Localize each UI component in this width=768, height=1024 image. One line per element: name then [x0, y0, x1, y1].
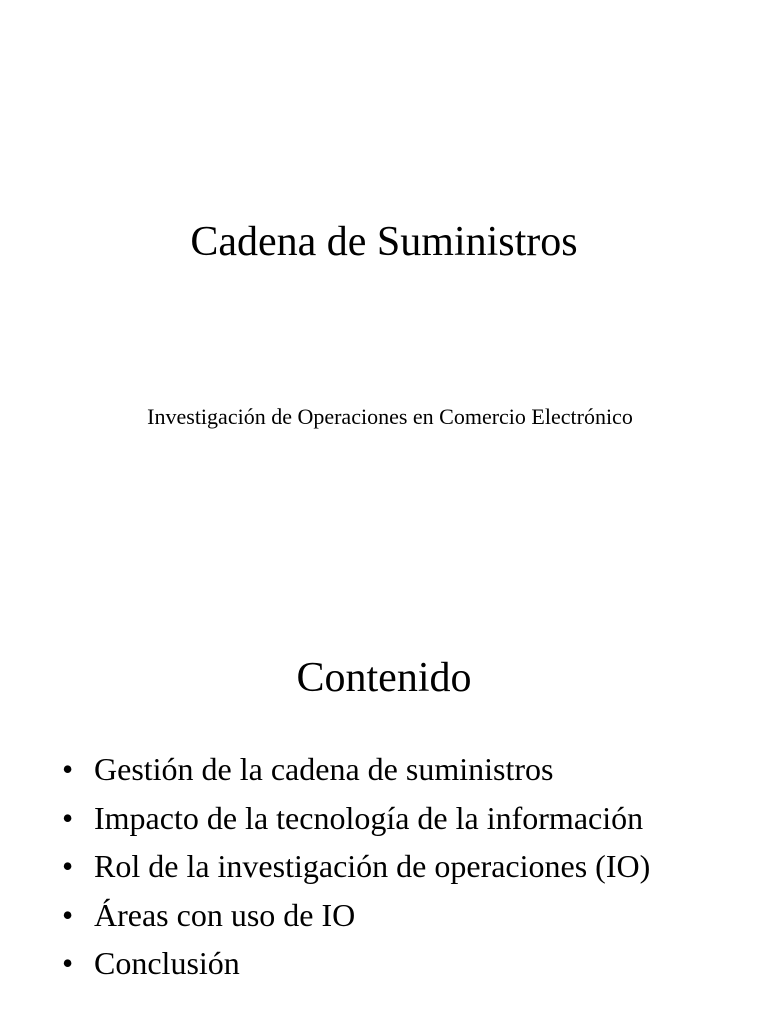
list-item	[62, 891, 650, 940]
bullet-icon: •	[62, 945, 74, 981]
contents-list	[62, 745, 650, 988]
list-item-label: Impacto de la tecnología de la información	[94, 799, 644, 836]
contents-slide	[0, 600, 768, 1024]
list-item-label: Gestión de la cadena de suministros	[94, 751, 554, 787]
list-item	[62, 794, 650, 843]
contents-heading: Contenido	[296, 655, 472, 701]
bullet-icon: •	[62, 799, 74, 836]
list-item-label: Áreas con uso de IO	[94, 896, 356, 933]
bullet-icon: •	[62, 896, 74, 933]
slide-subtitle: Investigación de Operaciones en Comercio Electrónico	[147, 404, 633, 429]
slide-title: Cadena de Suministros	[190, 219, 578, 265]
list-item-label: Conclusión	[94, 945, 240, 981]
bullet-icon: •	[62, 848, 74, 884]
list-item-label: Rol de la investigación de operaciones (IO)	[94, 848, 651, 884]
bullet-icon: •	[62, 751, 74, 787]
list-item	[62, 842, 650, 891]
list-item	[62, 745, 650, 794]
list-item	[62, 939, 650, 988]
